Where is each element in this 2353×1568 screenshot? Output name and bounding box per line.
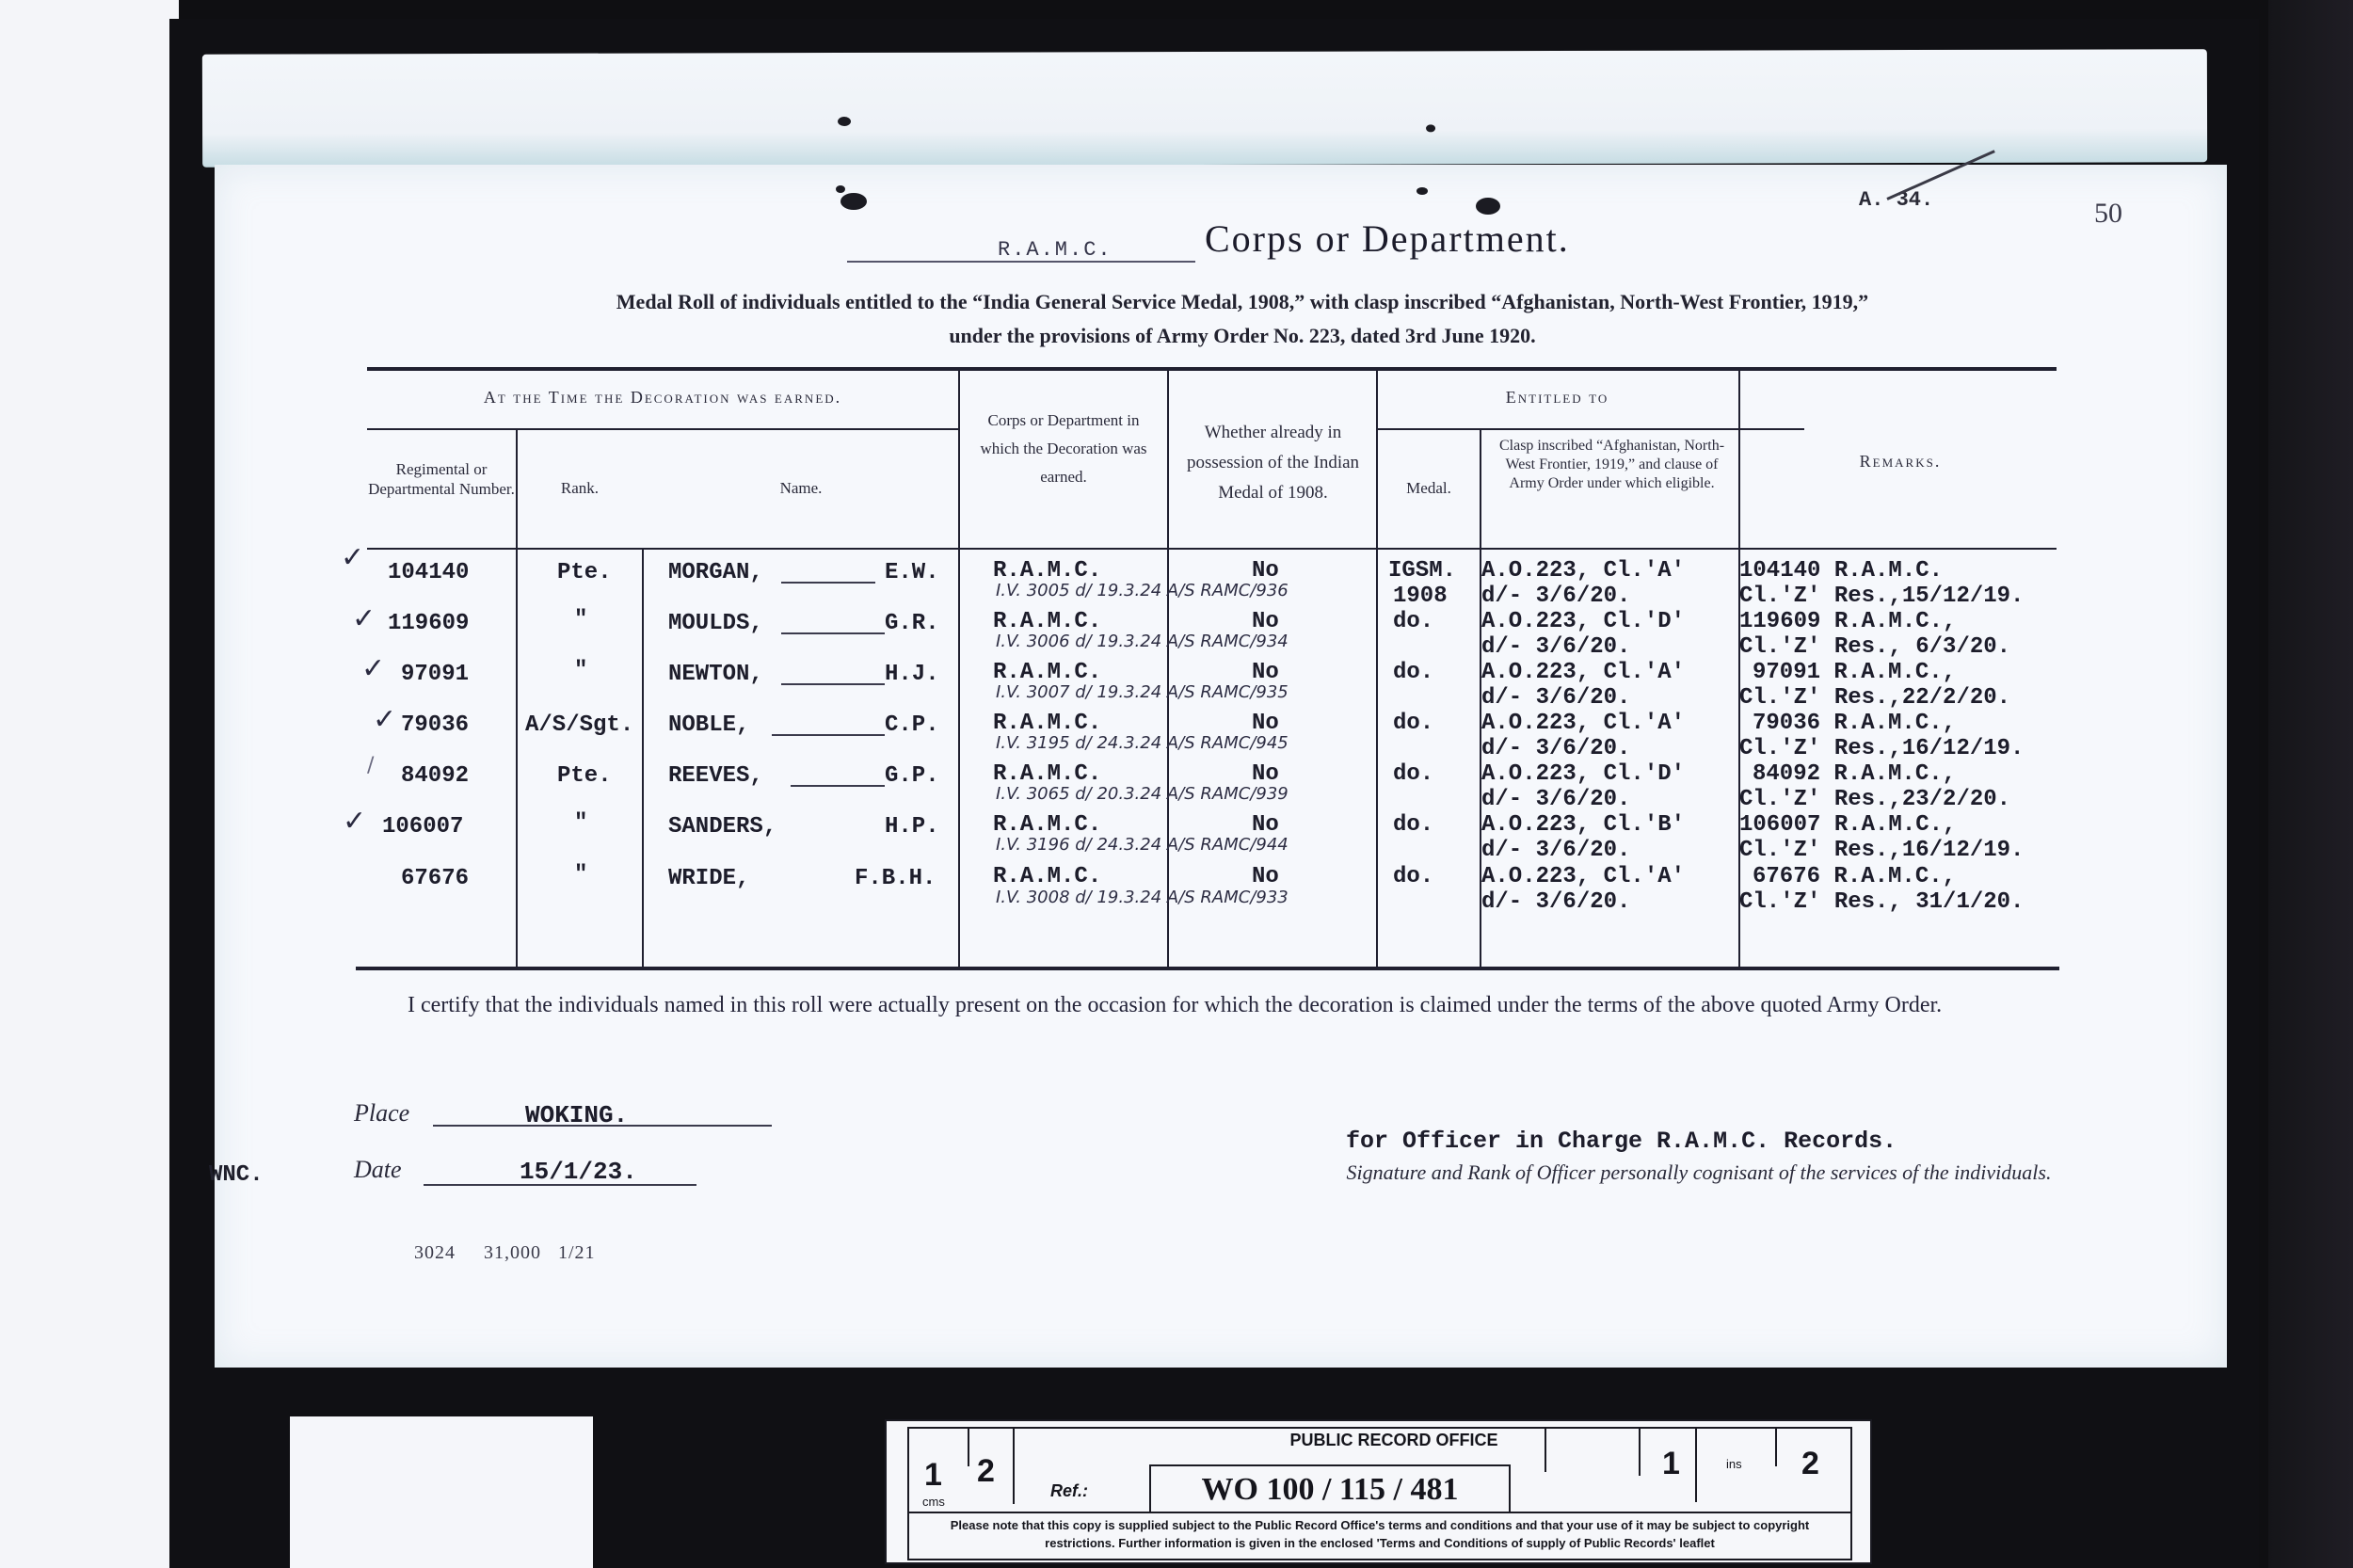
cell-rank: " (574, 607, 588, 632)
cell-clasp-date: d/- 3/6/20. (1481, 634, 1631, 660)
signature-caption: Signature and Rank of Officer personally cognisant of the services of the individuals. (1346, 1160, 2052, 1184)
scale-tick (1775, 1429, 1777, 1466)
cell-surname: SANDERS, (668, 814, 777, 840)
print-code: 3024 31,000 1/21 (414, 1242, 596, 1263)
reference-number: WO 100 / 115 / 481 (1201, 1472, 1459, 1507)
check-mark: ✓ (352, 602, 376, 635)
cell-number: 84092 (401, 763, 470, 789)
cell-rank: " (574, 862, 588, 888)
cell-possession: No (1252, 864, 1279, 889)
handwritten-issue-note: I.V. 3065 d/ 20.3.24 A/S RAMC/939 (996, 784, 1289, 804)
header-rank: Rank. (560, 479, 600, 497)
cell-possession: No (1252, 609, 1279, 634)
ins-scale-right: 2 (1801, 1446, 1819, 1481)
cell-remarks: 97091 R.A.M.C., (1753, 660, 1957, 685)
cell-rank: A/S/Sgt. (525, 712, 634, 738)
cell-possession: No (1252, 711, 1279, 736)
scale-tick (1013, 1429, 1015, 1504)
scale-tick (1639, 1429, 1641, 1476)
cell-clasp: A.O.223, Cl.'A' (1481, 711, 1686, 736)
cell-medal: do. (1393, 864, 1434, 889)
cell-corps: R.A.M.C. (993, 558, 1102, 584)
cell-remarks-reserve: Cl.'Z' Res.,22/2/20. (1739, 685, 2011, 711)
cell-initials: H.P. (885, 814, 939, 840)
corps-value: R.A.M.C. (998, 238, 1112, 262)
cell-corps: R.A.M.C. (993, 609, 1102, 634)
place-label: Place (354, 1099, 410, 1127)
cell-number: 119609 (388, 611, 470, 636)
cell-medal: do. (1393, 609, 1434, 634)
col-divider (516, 428, 518, 967)
cell-number: 79036 (401, 712, 470, 738)
scale-tick (968, 1429, 969, 1466)
ref-label: Ref.: (1050, 1481, 1088, 1500)
name-underline (781, 632, 885, 634)
col-divider (642, 548, 644, 967)
name-underline (791, 785, 885, 787)
check-mark: ✓ (341, 541, 365, 574)
name-underline (772, 734, 885, 736)
reference-mark: A. 34. (1859, 188, 1934, 212)
cell-clasp: A.O.223, Cl.'D' (1481, 609, 1686, 634)
right-edge-shadow (2268, 0, 2353, 1568)
cell-corps: R.A.M.C. (993, 864, 1102, 889)
check-mark: ✓ (373, 703, 397, 736)
header-medal: Medal. (1406, 479, 1451, 497)
cell-medal-year: 1908 (1393, 584, 1448, 609)
handwritten-issue-note: I.V. 3007 d/ 19.3.24 A/S RAMC/935 (996, 682, 1289, 702)
medal-roll-table (341, 367, 2057, 969)
table-top-rule (367, 367, 2057, 371)
cell-initials: G.R. (885, 611, 939, 636)
cell-surname: MORGAN, (668, 560, 763, 585)
cell-medal: do. (1393, 812, 1434, 838)
cell-clasp: A.O.223, Cl.'A' (1481, 864, 1686, 889)
group-rule-left (367, 428, 958, 430)
certification-text: I certify that the individuals named in this roll were actually present on the occasion for which the decoration is claimed under the terms of the above quoted Army Order. (408, 993, 1943, 1017)
handwritten-issue-note: I.V. 3196 d/ 24.3.24 A/S RAMC/944 (996, 835, 1289, 855)
intro-paragraph (471, 285, 2014, 353)
cell-medal: do. (1393, 761, 1434, 787)
col-divider (1738, 371, 1740, 967)
place-value: WOKING. (525, 1101, 629, 1129)
cms-label: cms (922, 1495, 945, 1509)
cell-initials: H.J. (885, 662, 939, 687)
reference-box (1149, 1464, 1511, 1513)
cell-clasp-date: d/- 3/6/20. (1481, 736, 1631, 761)
blank-paper-slip (290, 1416, 593, 1568)
table-bottom-rule (356, 967, 2059, 970)
cms-scale-right: 2 (977, 1453, 995, 1489)
stamp-inner-frame (907, 1427, 1852, 1560)
cell-remarks-reserve: Cl.'Z' Res., 31/1/20. (1739, 889, 2025, 915)
name-underline (781, 582, 875, 584)
date-label: Date (354, 1156, 402, 1183)
header-regimental-number: Regimental or Departmental Number. (368, 460, 515, 498)
cell-surname: REEVES, (668, 763, 763, 789)
cell-corps: R.A.M.C. (993, 812, 1102, 838)
stamp-title: PUBLIC RECORD OFFICE (1289, 1431, 1498, 1449)
stamp-notice: Please note that this copy is supplied subject to the Public Record Office's terms and conditions and that your use of it may be subject to copyright restrictions. Further information is given in the enclosed 'Terms and Conditions of supply of Public Records' leaflet (950, 1518, 1810, 1550)
cell-clasp: A.O.223, Cl.'A' (1481, 558, 1686, 584)
cell-remarks-reserve: Cl.'Z' Res.,16/12/19. (1739, 736, 2025, 761)
cell-clasp: A.O.223, Cl.'D' (1481, 761, 1686, 787)
cell-remarks-reserve: Cl.'Z' Res., 6/3/20. (1739, 634, 2011, 660)
cell-possession: No (1252, 660, 1279, 685)
cell-corps: R.A.M.C. (993, 711, 1102, 736)
scale-tick (1545, 1429, 1546, 1472)
cell-surname: NEWTON, (668, 662, 763, 687)
group-header-entitled: Entitled to (1505, 388, 1609, 407)
ins-scale-left: 1 (1662, 1446, 1680, 1481)
cms-scale-left: 1 (924, 1457, 942, 1493)
handwritten-issue-note: I.V. 3006 d/ 19.3.24 A/S RAMC/934 (996, 632, 1289, 651)
check-mark: ✓ (343, 805, 367, 838)
handwritten-issue-note: I.V. 3195 d/ 24.3.24 A/S RAMC/945 (996, 733, 1289, 753)
paper-left-margin (0, 0, 179, 1568)
header-remarks: Remarks. (1859, 452, 1942, 471)
ink-blot (838, 117, 851, 126)
header-clasp: Clasp inscribed “Afghanistan, North-West Frontier, 1919,” and clause of Army Order under which eligible. (1498, 438, 1725, 491)
handwritten-issue-note: I.V. 3008 d/ 19.3.24 A/S RAMC/933 (996, 888, 1289, 907)
col-divider (1167, 371, 1169, 967)
cell-remarks: 106007 R.A.M.C., (1739, 812, 1957, 838)
corps-title: Corps or Department. (1205, 217, 1570, 260)
header-name: Name. (779, 479, 823, 497)
ink-blot (1426, 124, 1435, 132)
cell-possession: No (1252, 812, 1279, 838)
intro-line-2: under the provisions of Army Order No. 223, dated 3rd June 1920. (949, 324, 1536, 347)
cell-rank: " (574, 810, 588, 836)
scale-tick (1695, 1429, 1697, 1502)
cell-number: 97091 (401, 662, 470, 687)
cell-medal: do. (1393, 660, 1434, 685)
name-underline (781, 683, 885, 685)
cell-rank: Pte. (557, 560, 612, 585)
intro-line-1: Medal Roll of individuals entitled to the “India General Service Medal, 1908,” with clasp inscribed “Afghanistan, North-West Frontier, 1919,” (616, 290, 1869, 313)
header-bottom-rule (367, 548, 2057, 550)
date-value: 15/1/23. (520, 1158, 637, 1186)
cell-clasp-date: d/- 3/6/20. (1481, 838, 1631, 863)
col-divider (958, 371, 960, 967)
check-mark: ✓ (361, 652, 386, 685)
col-divider (1376, 371, 1378, 967)
cell-medal: IGSM. (1388, 558, 1457, 584)
cell-number: 104140 (388, 560, 470, 585)
header-possession: Whether already in possession of the Indian Medal of 1908. (1186, 423, 1360, 503)
cell-remarks: 84092 R.A.M.C., (1753, 761, 1957, 787)
header-corps: Corps or Department in which the Decoration was earned. (980, 411, 1147, 486)
check-mark: / (367, 754, 375, 777)
cell-initials: C.P. (885, 712, 939, 738)
ins-label: ins (1726, 1457, 1742, 1471)
cell-rank: " (574, 658, 588, 683)
cell-number: 67676 (401, 866, 470, 891)
punch-hole-mark (836, 185, 845, 193)
cell-clasp-date: d/- 3/6/20. (1481, 685, 1631, 711)
clerk-initials: WNC. (209, 1162, 264, 1188)
stamp-divider (909, 1512, 1850, 1513)
cell-remarks: 67676 R.A.M.C., (1753, 864, 1957, 889)
punch-hole-mark (840, 193, 867, 210)
punch-hole-mark (1417, 187, 1428, 195)
cell-corps: R.A.M.C. (993, 761, 1102, 787)
cell-number: 106007 (382, 814, 464, 840)
handwritten-issue-note: I.V. 3005 d/ 19.3.24 A/S RAMC/936 (996, 581, 1289, 600)
cell-initials: G.P. (885, 763, 939, 789)
cell-clasp: A.O.223, Cl.'A' (1481, 660, 1686, 685)
cell-medal: do. (1393, 711, 1434, 736)
cell-remarks-reserve: Cl.'Z' Res.,16/12/19. (1739, 838, 2025, 863)
group-header-time-earned: At the Time the Decoration was earned. (483, 388, 842, 407)
cell-remarks: 119609 R.A.M.C., (1739, 609, 1957, 634)
public-record-office-stamp (885, 1419, 1872, 1564)
officer-in-charge-line: for Officer in Charge R.A.M.C. Records. (1346, 1128, 1897, 1155)
cell-possession: No (1252, 558, 1279, 584)
cell-clasp: A.O.223, Cl.'B' (1481, 812, 1686, 838)
cell-clasp-date: d/- 3/6/20. (1481, 584, 1631, 609)
document-heading (847, 212, 1694, 268)
cell-surname: NOBLE, (668, 712, 750, 738)
cell-initials: E.W. (885, 560, 939, 585)
cell-clasp-date: d/- 3/6/20. (1481, 787, 1631, 812)
cell-initials: F.B.H. (855, 866, 936, 891)
cell-surname: MOULDS, (668, 611, 763, 636)
cell-surname: WRIDE, (668, 866, 750, 891)
cell-possession: No (1252, 761, 1279, 787)
cell-clasp-date: d/- 3/6/20. (1481, 889, 1631, 915)
top-folded-strip (202, 49, 2207, 168)
cell-remarks-reserve: Cl.'Z' Res.,23/2/20. (1739, 787, 2011, 812)
cell-remarks-reserve: Cl.'Z' Res.,15/12/19. (1739, 584, 2025, 609)
folio-number: 50 (2094, 198, 2122, 229)
cell-remarks: 104140 R.A.M.C. (1739, 558, 1944, 584)
cell-corps: R.A.M.C. (993, 660, 1102, 685)
cell-rank: Pte. (557, 763, 612, 789)
cell-remarks: 79036 R.A.M.C., (1753, 711, 1957, 736)
